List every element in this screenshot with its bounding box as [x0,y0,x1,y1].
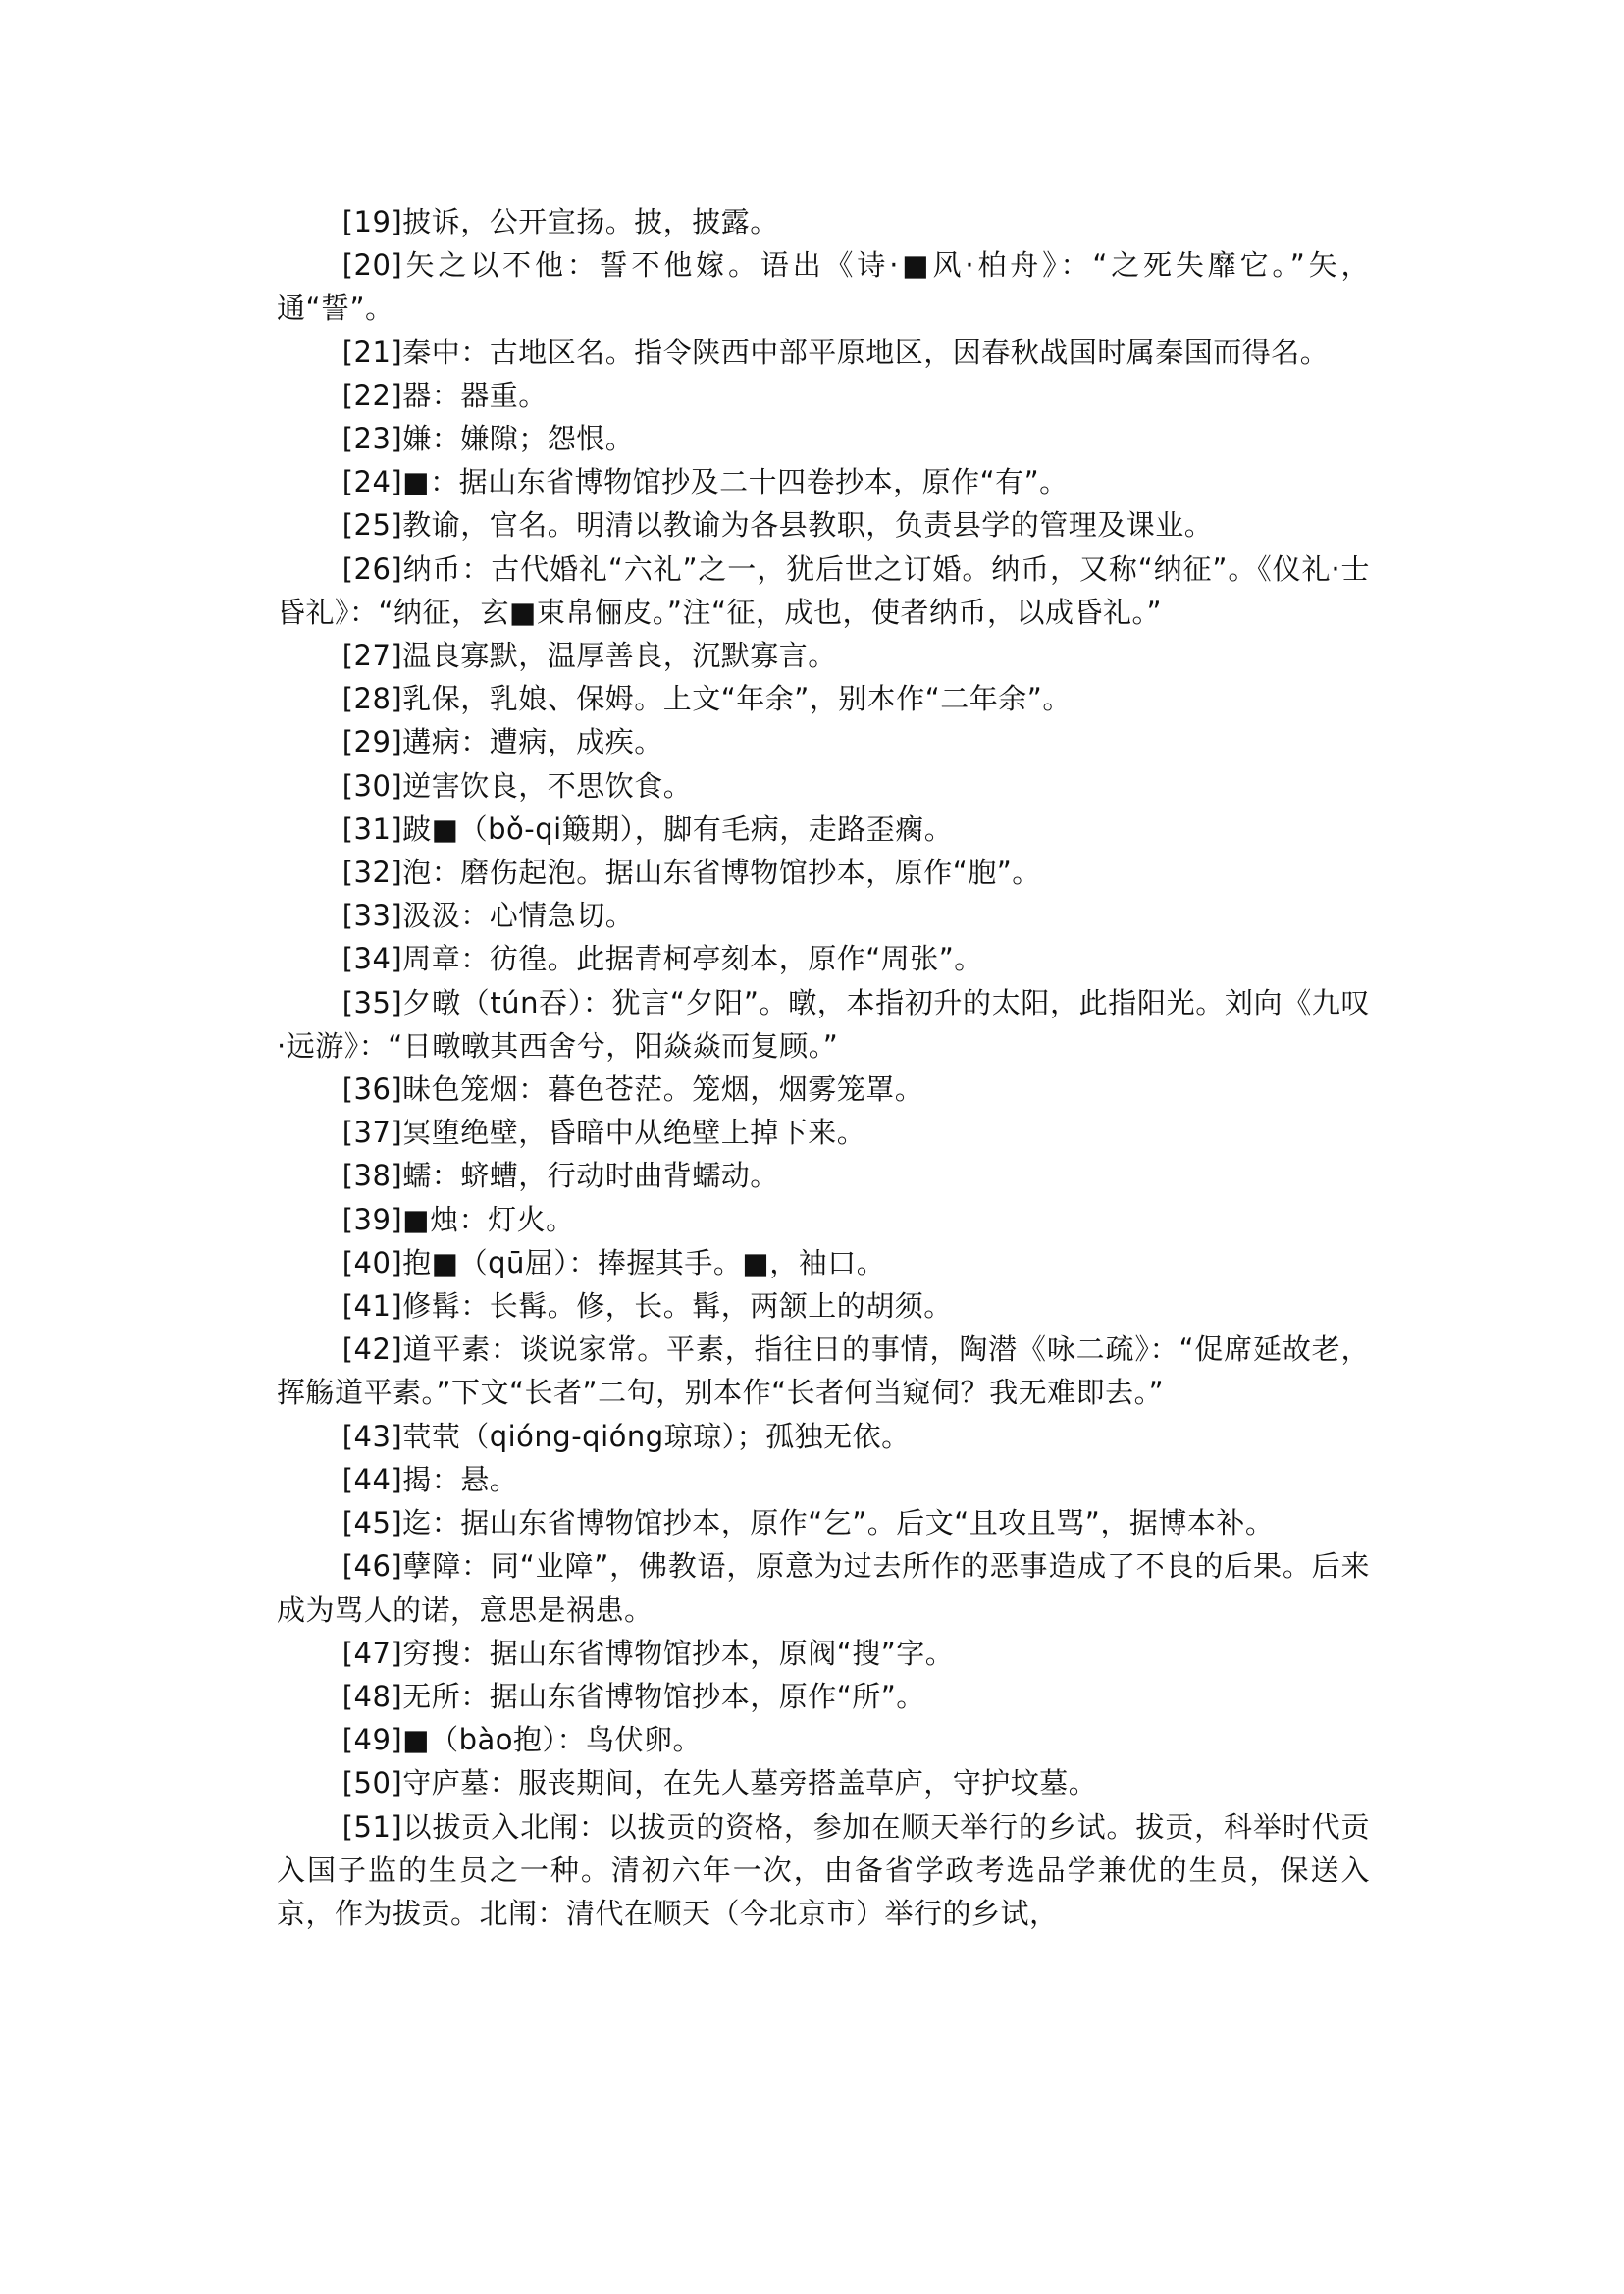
note-48: [48]无所：据山东省博物馆抄本，原作“所”。 [341,1679,925,1713]
note-33: [33]汲汲：心情急切。 [341,899,635,933]
note-44: [44]揭：悬。 [341,1462,519,1496]
note-31: [31]跛■（bǒ-qi簸期），脚有毛病，走路歪瘸。 [341,811,954,846]
note-47: [47]穷搜：据山东省博物馆抄本，原阀“搜”字。 [341,1636,955,1670]
note-34: [34]周章：彷徨。此据青柯亭刻本，原作“周张”。 [341,942,983,976]
note-23: [23]嫌：嫌隙；怨恨。 [341,422,635,456]
note-35: [35]夕暾（tún吞）：犹言“夕阳”。暾，本指初升的太阳，此指阳光。刘向《九叹·远游》：“日暾暾其西舍兮，阳焱焱而复顾。” [277,985,1370,1063]
note-39: [39]■烛：灯火。 [341,1202,575,1236]
note-37: [37]冥堕绝壁，昏暗中从绝壁上掉下来。 [341,1116,866,1150]
note-21: [21]秦中：古地区名。指令陕西中部平原地区，因春秋战国时属秦国而得名。 [341,335,1330,369]
note-29: [29]遘病：遭病，成疾。 [341,725,663,759]
note-28: [28]乳保，乳娘、保姆。上文“年余”，别本作“二年余”。 [341,682,1072,716]
note-49: [49]■（bào抱）：鸟伏卵。 [341,1723,703,1757]
note-45: [45]迄：据山东省博物馆抄本，原作“乞”。后文“且攻且骂”，据博本补。 [341,1506,1275,1540]
note-32: [32]泡：磨伤起泡。据山东省博物馆抄本，原作“胞”。 [341,856,1041,890]
annotation-page [277,200,1370,1935]
note-42: [42]道平素：谈说家常。平素，指往日的事情，陶潜《咏二疏》：“促席延故老，挥觞道平素。”下文“长者”二句，别本作“长者何当窥伺？我无难即去。” [277,1332,1370,1410]
note-24: [24]■：据山东省博物馆抄及二十四卷抄本，原作“有”。 [341,465,1069,499]
note-36: [36]昧色笼烟：暮色苍茫。笼烟，烟雾笼罩。 [341,1072,924,1107]
note-27: [27]温良寡默，温厚善良，沉默寡言。 [341,639,837,673]
note-22: [22]器：器重。 [341,378,548,412]
note-40: [40]抱■（qū屈）：捧握其手。■，袖口。 [341,1245,886,1279]
note-51: [51]以拔贡入北闱：以拔贡的资格，参加在顺天举行的乡试。拔贡，科举时代贡入国子监的生员之一种。清初六年一次，由备省学政考选品学兼优的生员，保送入京，作为拔贡。北闱：清代在顺天（今北京市）举行的乡试， [277,1809,1370,1930]
note-43: [43]茕茕（qióng-qióng琼琼）；孤独无依。 [341,1419,911,1453]
note-41: [41]修髯：长髯。修，长。髯，两颔上的胡须。 [341,1289,953,1324]
note-46: [46]孽障：同“业障”，佛教语，原意为过去所作的恶事造成了不良的后果。后来成为骂人的诺，意思是祸患。 [277,1549,1370,1627]
note-26: [26]纳币：古代婚礼“六礼”之一，犹后世之订婚。纳币，又称“纳征”。《仪礼·士昏礼》：“纳征，玄■束帛俪皮。”注“征，成也，使者纳币，以成昏礼。” [277,551,1370,629]
note-30: [30]逆害饮良，不思饮食。 [341,768,693,803]
note-20: [20]矢之以不他：誓不他嫁。语出《诗·■风·柏舟》：“之死失靡它。”矢，通“誓”。 [277,248,1370,326]
note-19: [19]披诉，公开宣扬。披，披露。 [341,205,779,238]
note-25: [25]教谕，官名。明清以教谕为各县教职，负责县学的管理及课业。 [341,508,1214,543]
note-50: [50]守庐墓：服丧期间，在先人墓旁搭盖草庐，守护坟墓。 [341,1766,1098,1800]
note-38: [38]蠕：蛴螬，行动时曲背蠕动。 [341,1159,779,1193]
